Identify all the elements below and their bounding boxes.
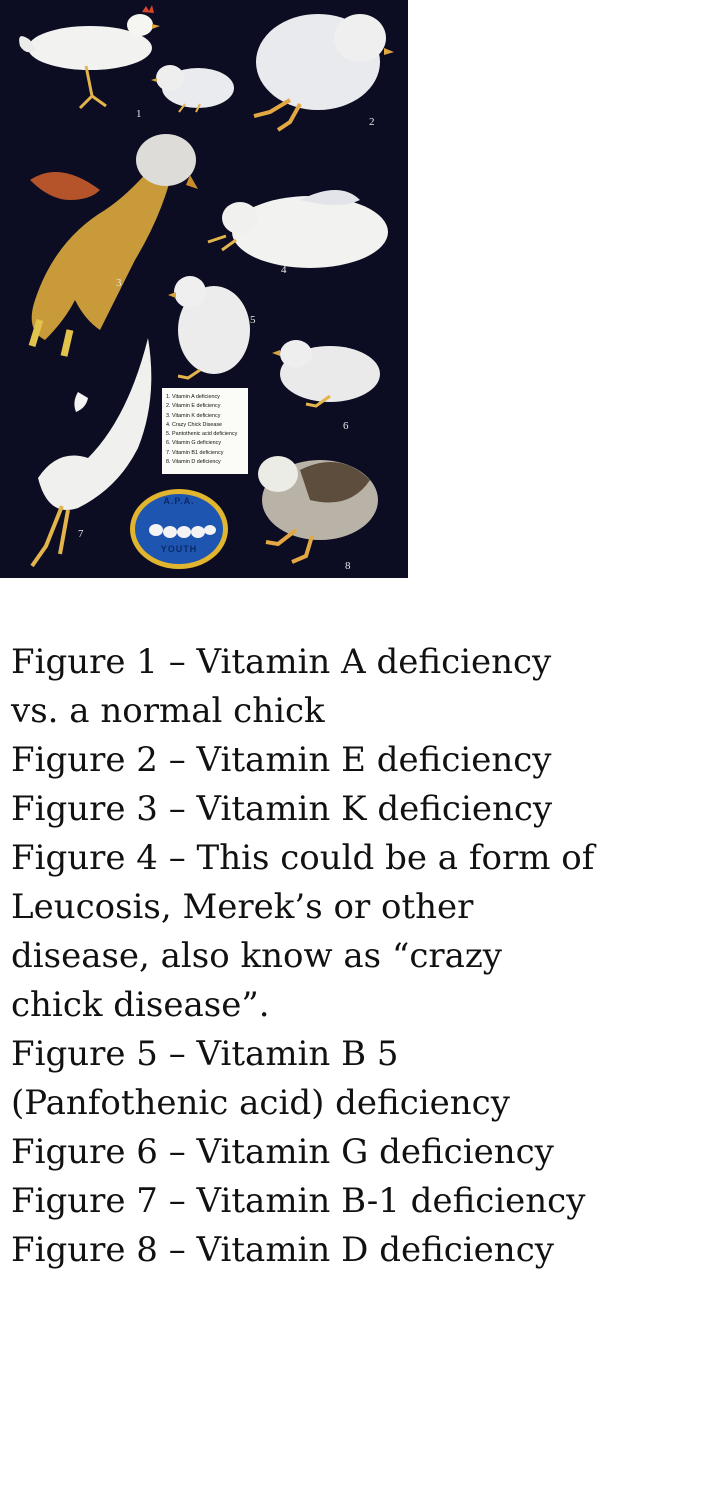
apa-youth-badge (128, 486, 230, 572)
legend-item: 2. Vitamin E deficiency (166, 403, 221, 410)
caption-line: Figure 2 – Vitamin E deficiency (11, 740, 552, 780)
figure-number: 1 (136, 108, 142, 120)
normal-chicken (19, 5, 160, 108)
figure-number: 5 (250, 314, 256, 326)
legend-list (166, 393, 244, 467)
legend-card (162, 388, 248, 474)
vitamin-g-chick (272, 340, 380, 406)
pantothenic-chick (168, 276, 250, 378)
legend-item: 4. Crazy Chick Disease (166, 421, 223, 428)
figure-number: 6 (343, 420, 349, 432)
legend-item: 5. Pantothenic acid deficiency (166, 431, 238, 438)
badge-bottom-text: YOUTH (160, 544, 198, 554)
caption-line: (Panfothenic acid) deficiency (11, 1083, 510, 1123)
figure-captions (11, 638, 711, 1275)
badge-top-text: A.P.A. (163, 496, 195, 506)
caption-line: Figure 7 – Vitamin B-1 deficiency (11, 1181, 586, 1221)
vitamin-e-chick (254, 14, 394, 130)
chick-deficiency-poster (0, 0, 408, 578)
caption-line: Leucosis, Merek’s or other (11, 887, 474, 927)
legend-item: 1. Vitamin A deficiency (166, 394, 220, 400)
caption-line: Figure 6 – Vitamin G deficiency (11, 1132, 554, 1172)
caption-line: Figure 5 – Vitamin B 5 (11, 1034, 399, 1074)
figure-number: 4 (281, 264, 287, 276)
legend-item: 3. Vitamin K deficiency (166, 412, 221, 419)
caption-line: Figure 1 – Vitamin A deficiency (11, 642, 552, 682)
legend-item: 8. Vitamin D deficiency (166, 459, 221, 466)
vitamin-a-chick (151, 65, 234, 112)
caption-line: Figure 3 – Vitamin K deficiency (11, 789, 553, 829)
caption-line: Figure 8 – Vitamin D deficiency (11, 1230, 554, 1270)
caption-line: disease, also know as “crazy (11, 936, 503, 976)
figure-number: 3 (116, 277, 122, 289)
caption-line: Figure 4 – This could be a form of (11, 838, 595, 878)
vitamin-k-bird (30, 134, 198, 356)
vitamin-d-chick (258, 456, 378, 562)
crazy-chick (208, 190, 388, 268)
figure-number: 2 (369, 116, 375, 128)
figure-number: 8 (345, 560, 351, 572)
legend-item: 7. Vitamin B1 deficiency (166, 449, 224, 456)
legend-item: 6. Vitamin G deficiency (166, 440, 222, 447)
caption-line: chick disease”. (11, 985, 270, 1025)
caption-line: vs. a normal chick (11, 691, 325, 731)
figure-number: 7 (78, 528, 84, 540)
